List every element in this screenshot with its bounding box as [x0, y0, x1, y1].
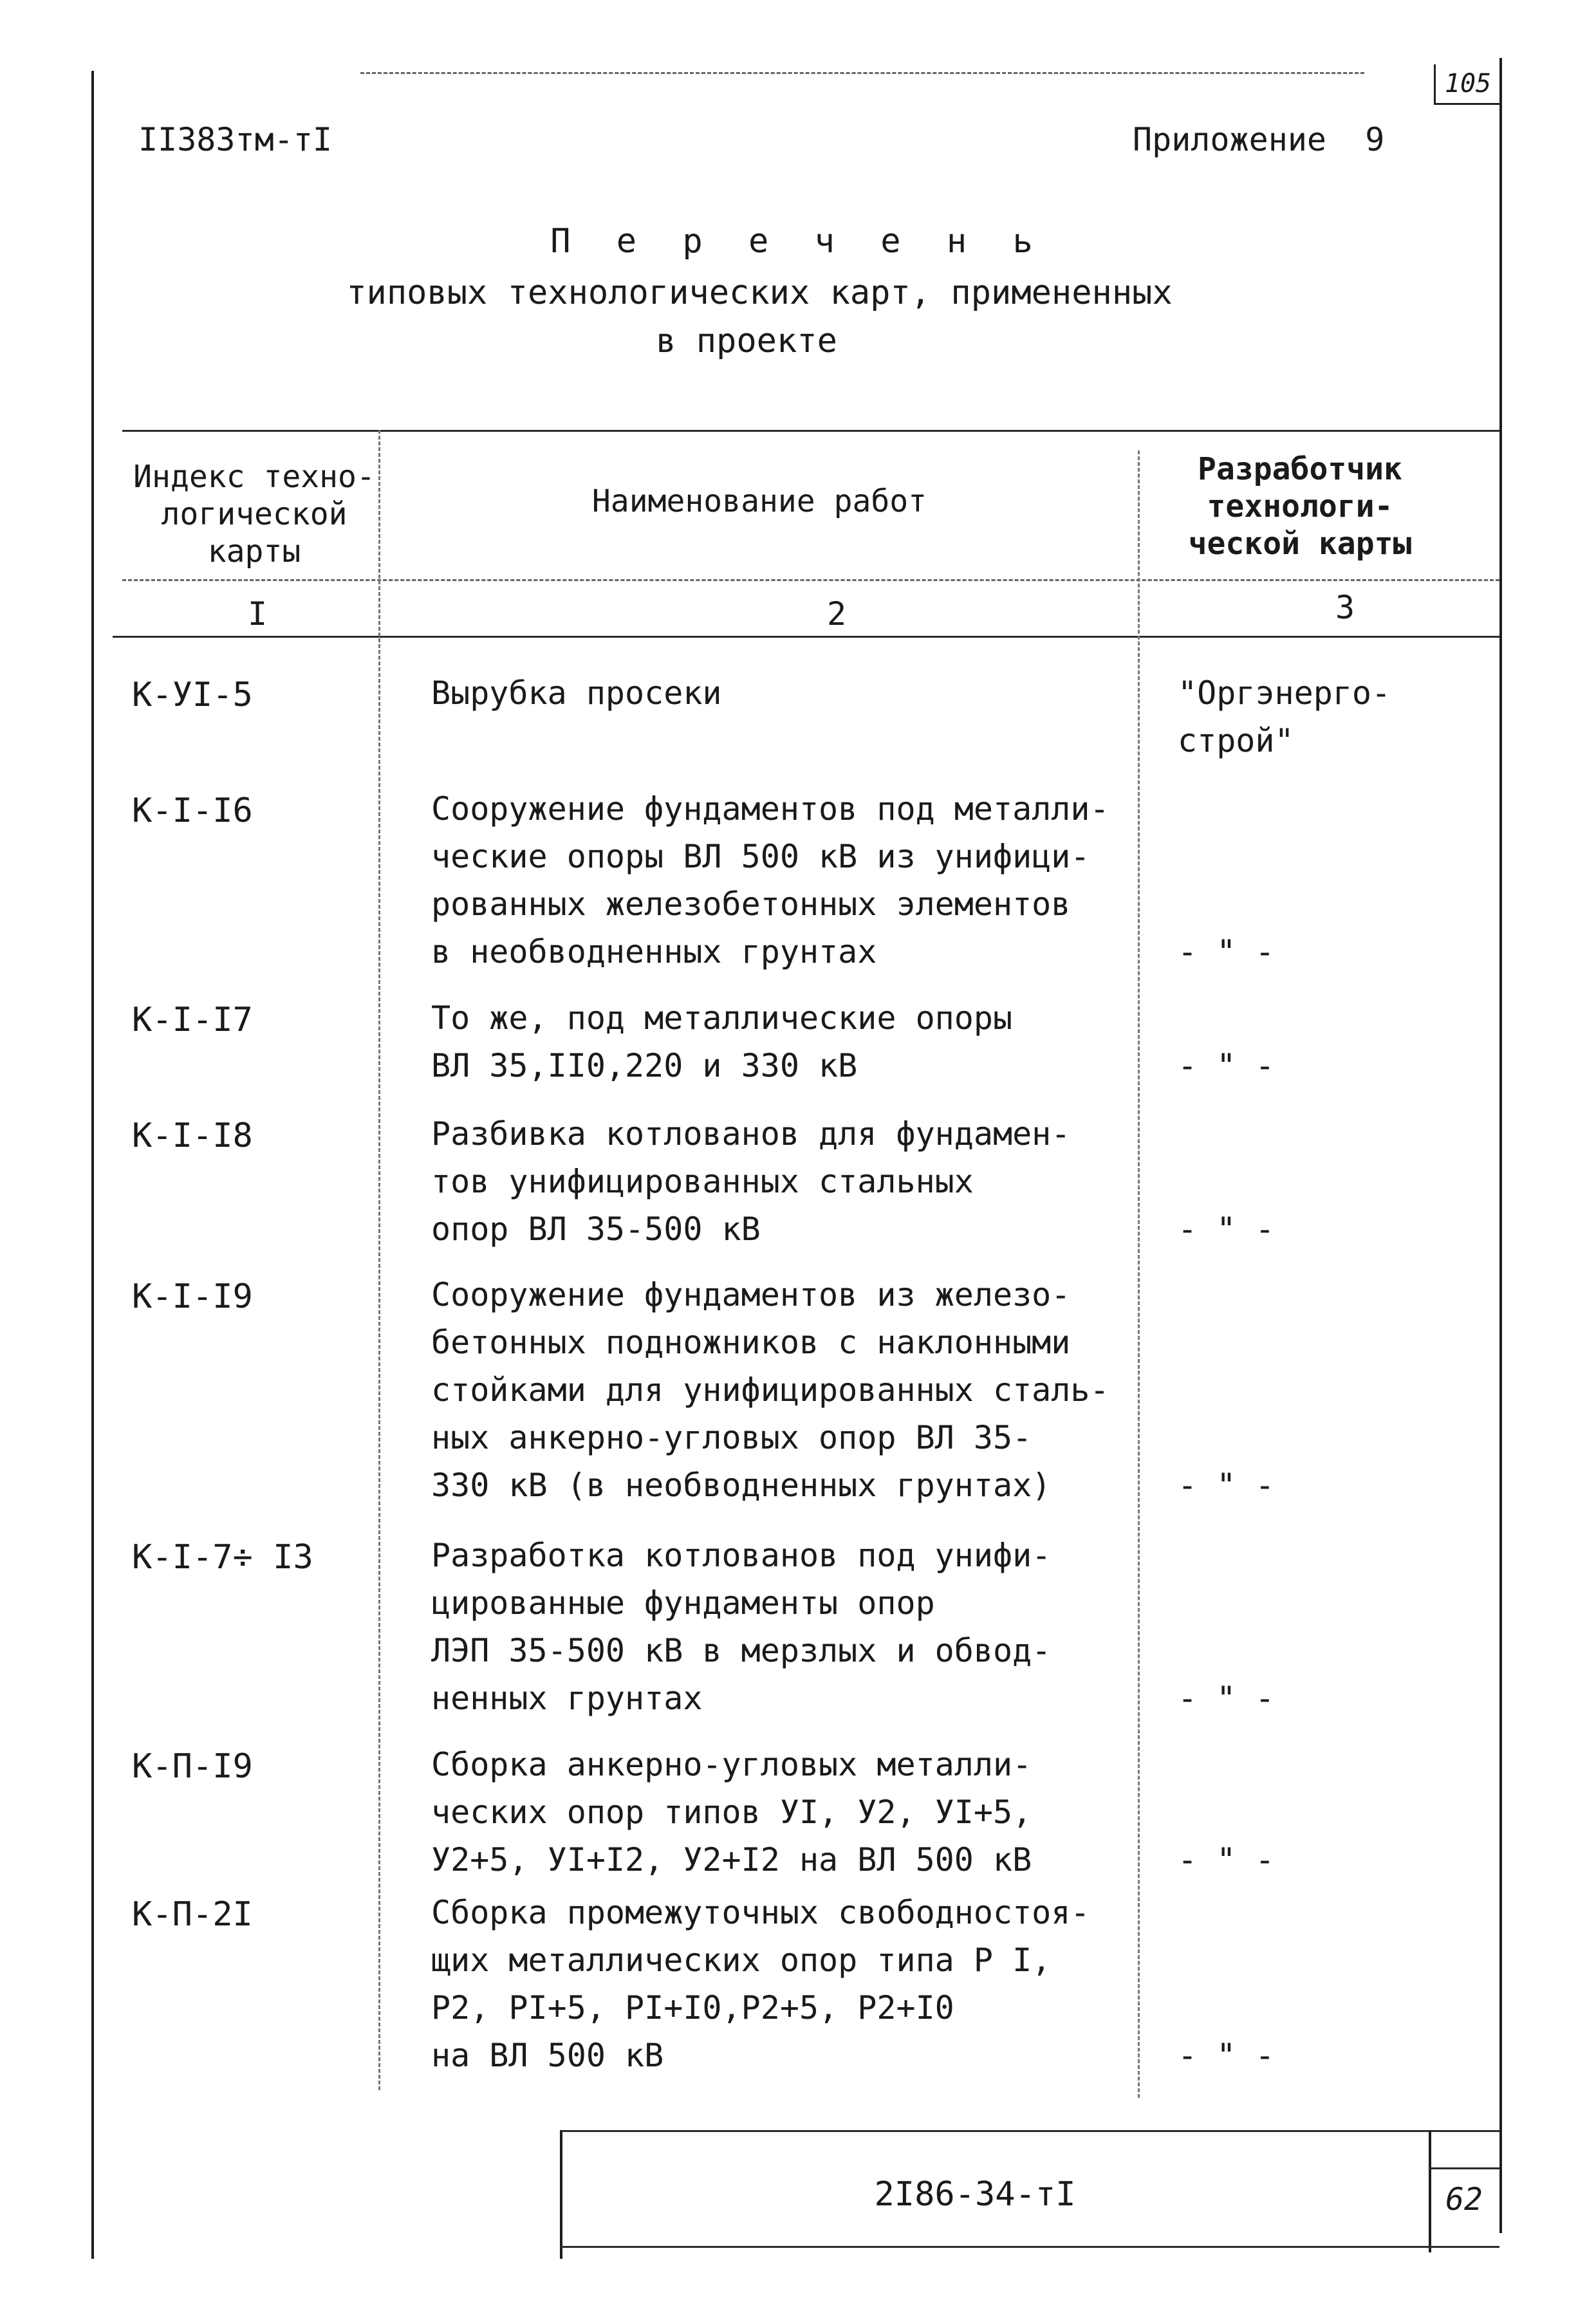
row-index: К-УI-5	[132, 676, 253, 714]
column-header-work: Наименование работ	[591, 483, 927, 519]
appendix-label: Приложение 9	[1133, 121, 1385, 158]
table-top-rule	[122, 430, 1499, 432]
column-number-1: I	[247, 595, 268, 633]
page-title: П е р е ч е н ь	[550, 222, 1046, 261]
footer-page-rule	[1429, 2167, 1499, 2169]
page-subtitle: типовых технологических карт, примененных	[346, 274, 1173, 312]
row-index: К-П-I9	[132, 1747, 253, 1786]
footer-bottom-rule	[560, 2246, 1499, 2248]
footer-document-code: 2I86-34-тI	[874, 2175, 1076, 2214]
row-index: К-I-I7	[132, 1001, 253, 1039]
row-index: К-I-I9	[132, 1277, 253, 1316]
row-developer: - " -	[1178, 1680, 1275, 1717]
column-number-2: 2	[826, 595, 847, 633]
row-work-name: Вырубка просеки	[431, 674, 722, 712]
column-header-index: Индекс техно- логической карты	[133, 459, 375, 570]
row-developer: - " -	[1178, 933, 1275, 970]
sheet-number: 105	[1434, 64, 1500, 105]
footer-left-border	[560, 2130, 562, 2259]
document-code: II383тм-тI	[138, 121, 333, 158]
row-developer: - " -	[1178, 1467, 1275, 1504]
footer-page-number: 62	[1445, 2182, 1483, 2218]
table-number-rule	[113, 636, 1499, 638]
row-index: К-I-I8	[132, 1117, 253, 1155]
row-index: К-I-I6	[132, 792, 253, 830]
table-column-divider-1	[378, 430, 380, 2090]
column-number-3: 3	[1335, 589, 1355, 626]
row-index: К-I-7÷ I3	[132, 1538, 313, 1577]
row-developer: "Оргэнерго- строй"	[1178, 674, 1391, 759]
row-work-name: Сооружение фундаментов из железо- бетонных подножников с наклонными стойками для унифицированных сталь- ных анкерно-угловых опор ВЛ 35- 330 кВ (в необводненных грунтах)	[431, 1276, 1109, 1504]
page-subtitle-line2: в проекте	[656, 322, 837, 360]
row-work-name: Разработка котлованов под унифи- цированные фундаменты опор ЛЭП 35-500 кВ в мерзлых и обвод- ненных грунтах	[431, 1537, 1052, 1717]
column-header-developer: Разработчик технологи- ческой карты	[1188, 451, 1412, 562]
row-work-name: Сооружение фундаментов под металли- ческие опоры ВЛ 500 кВ из унифици- рованных железобетонных элементов в необводненных грунтах	[431, 790, 1109, 970]
row-work-name: Сборка промежуточных свободностоя- щих металлических опор типа Р I, Р2, РI+5, РI+I0,Р2+5, Р2+I0 на ВЛ 500 кВ	[431, 1894, 1090, 2074]
footer-page-divider	[1429, 2130, 1431, 2252]
row-work-name: Разбивка котлованов для фундамен- тов унифицированных стальных опор ВЛ 35-500 кВ	[431, 1115, 1071, 1248]
frame-left-border	[91, 71, 94, 2259]
frame-right-border	[1499, 58, 1502, 2233]
row-developer: - " -	[1178, 1841, 1275, 1878]
row-index: К-П-2I	[132, 1895, 253, 1934]
footer-top-rule	[560, 2130, 1499, 2132]
row-developer: - " -	[1178, 1047, 1275, 1084]
row-work-name: Сборка анкерно-угловых металли- ческих опор типов УI, У2, УI+5, У2+5, УI+I2, У2+I2 на ВЛ 500 кВ	[431, 1746, 1032, 1878]
row-developer: - " -	[1178, 1210, 1275, 1248]
frame-top-line	[360, 72, 1364, 74]
row-work-name: То же, под металлические опоры ВЛ 35,II0,220 и 330 кВ	[431, 999, 1013, 1084]
table-header-rule	[122, 579, 1499, 581]
row-developer: - " -	[1178, 2037, 1275, 2074]
